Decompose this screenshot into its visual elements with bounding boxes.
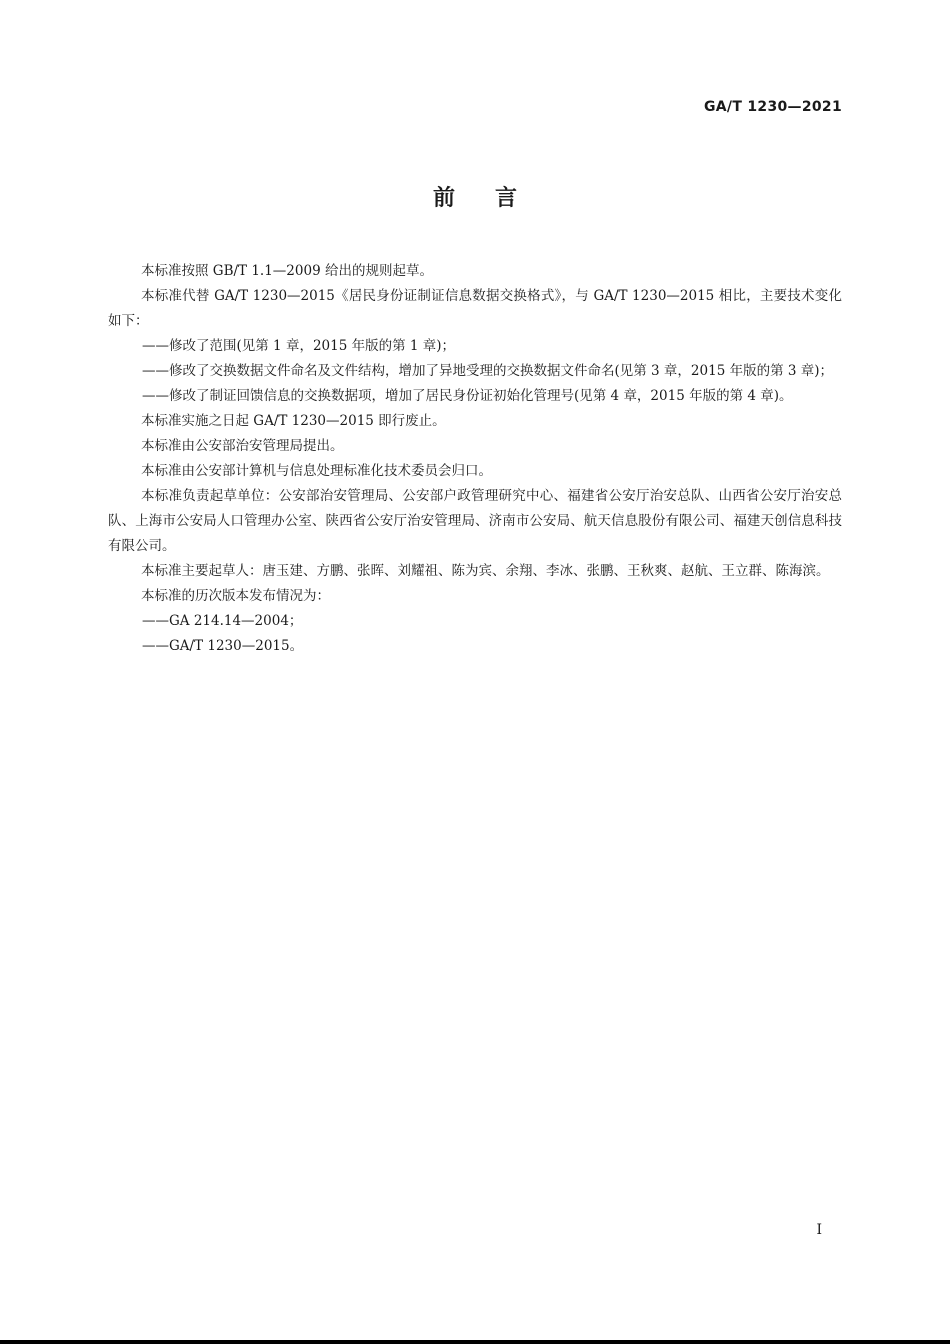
footer-rule bbox=[0, 1340, 950, 1344]
paragraph-drafting-units: 本标准负责起草单位：公安部治安管理局、公安部户政管理研究中心、福建省公安厅治安总队、山西省公安厅治安总队、上海市公安局人口管理办公室、陕西省公安厅治安管理局、济南市公安局、航天信息股份有限公司、福建天创信息科技有限公司。 bbox=[108, 488, 842, 554]
paragraph-drafting-rules: 本标准按照 GB/T 1.1—2009 给出的规则起草。 bbox=[141, 263, 433, 279]
history-item-2004: ——GA 214.14—2004； bbox=[142, 613, 303, 629]
paragraph-drafters: 本标准主要起草人：唐玉建、方鹏、张晖、刘耀祖、陈为宾、余翔、李冰、张鹏、王秋爽、赵航、王立群、陈海滨。 bbox=[141, 563, 830, 579]
page-number: I bbox=[816, 1222, 822, 1238]
paragraph-replacement: 本标准代替 GA/T 1230—2015《居民身份证制证信息数据交换格式》，与 GA/T 1230—2015 相比，主要技术变化如下： bbox=[108, 288, 842, 329]
page-title: 前言 bbox=[432, 186, 557, 211]
paragraph-committee: 本标准由公安部计算机与信息处理标准化技术委员会归口。 bbox=[141, 463, 492, 479]
standard-number: GA/T 1230—2021 bbox=[704, 99, 842, 115]
history-item-2015: ——GA/T 1230—2015。 bbox=[142, 638, 304, 654]
change-item-file-naming: ——修改了交换数据文件命名及文件结构，增加了异地受理的交换数据文件命名(见第 3 章，2015 年版的第 3 章)； bbox=[142, 363, 834, 379]
foreword-body bbox=[108, 259, 842, 659]
change-item-feedback-data: ——修改了制证回馈信息的交换数据项，增加了居民身份证初始化管理号(见第 4 章，2015 年版的第 4 章)。 bbox=[142, 388, 793, 404]
change-item-scope: ——修改了范围(见第 1 章，2015 年版的第 1 章)； bbox=[142, 338, 456, 354]
paragraph-history: 本标准的历次版本发布情况为： bbox=[141, 588, 330, 604]
paragraph-proposer: 本标准由公安部治安管理局提出。 bbox=[141, 438, 344, 454]
paragraph-abolish: 本标准实施之日起 GA/T 1230—2015 即行废止。 bbox=[141, 413, 446, 429]
